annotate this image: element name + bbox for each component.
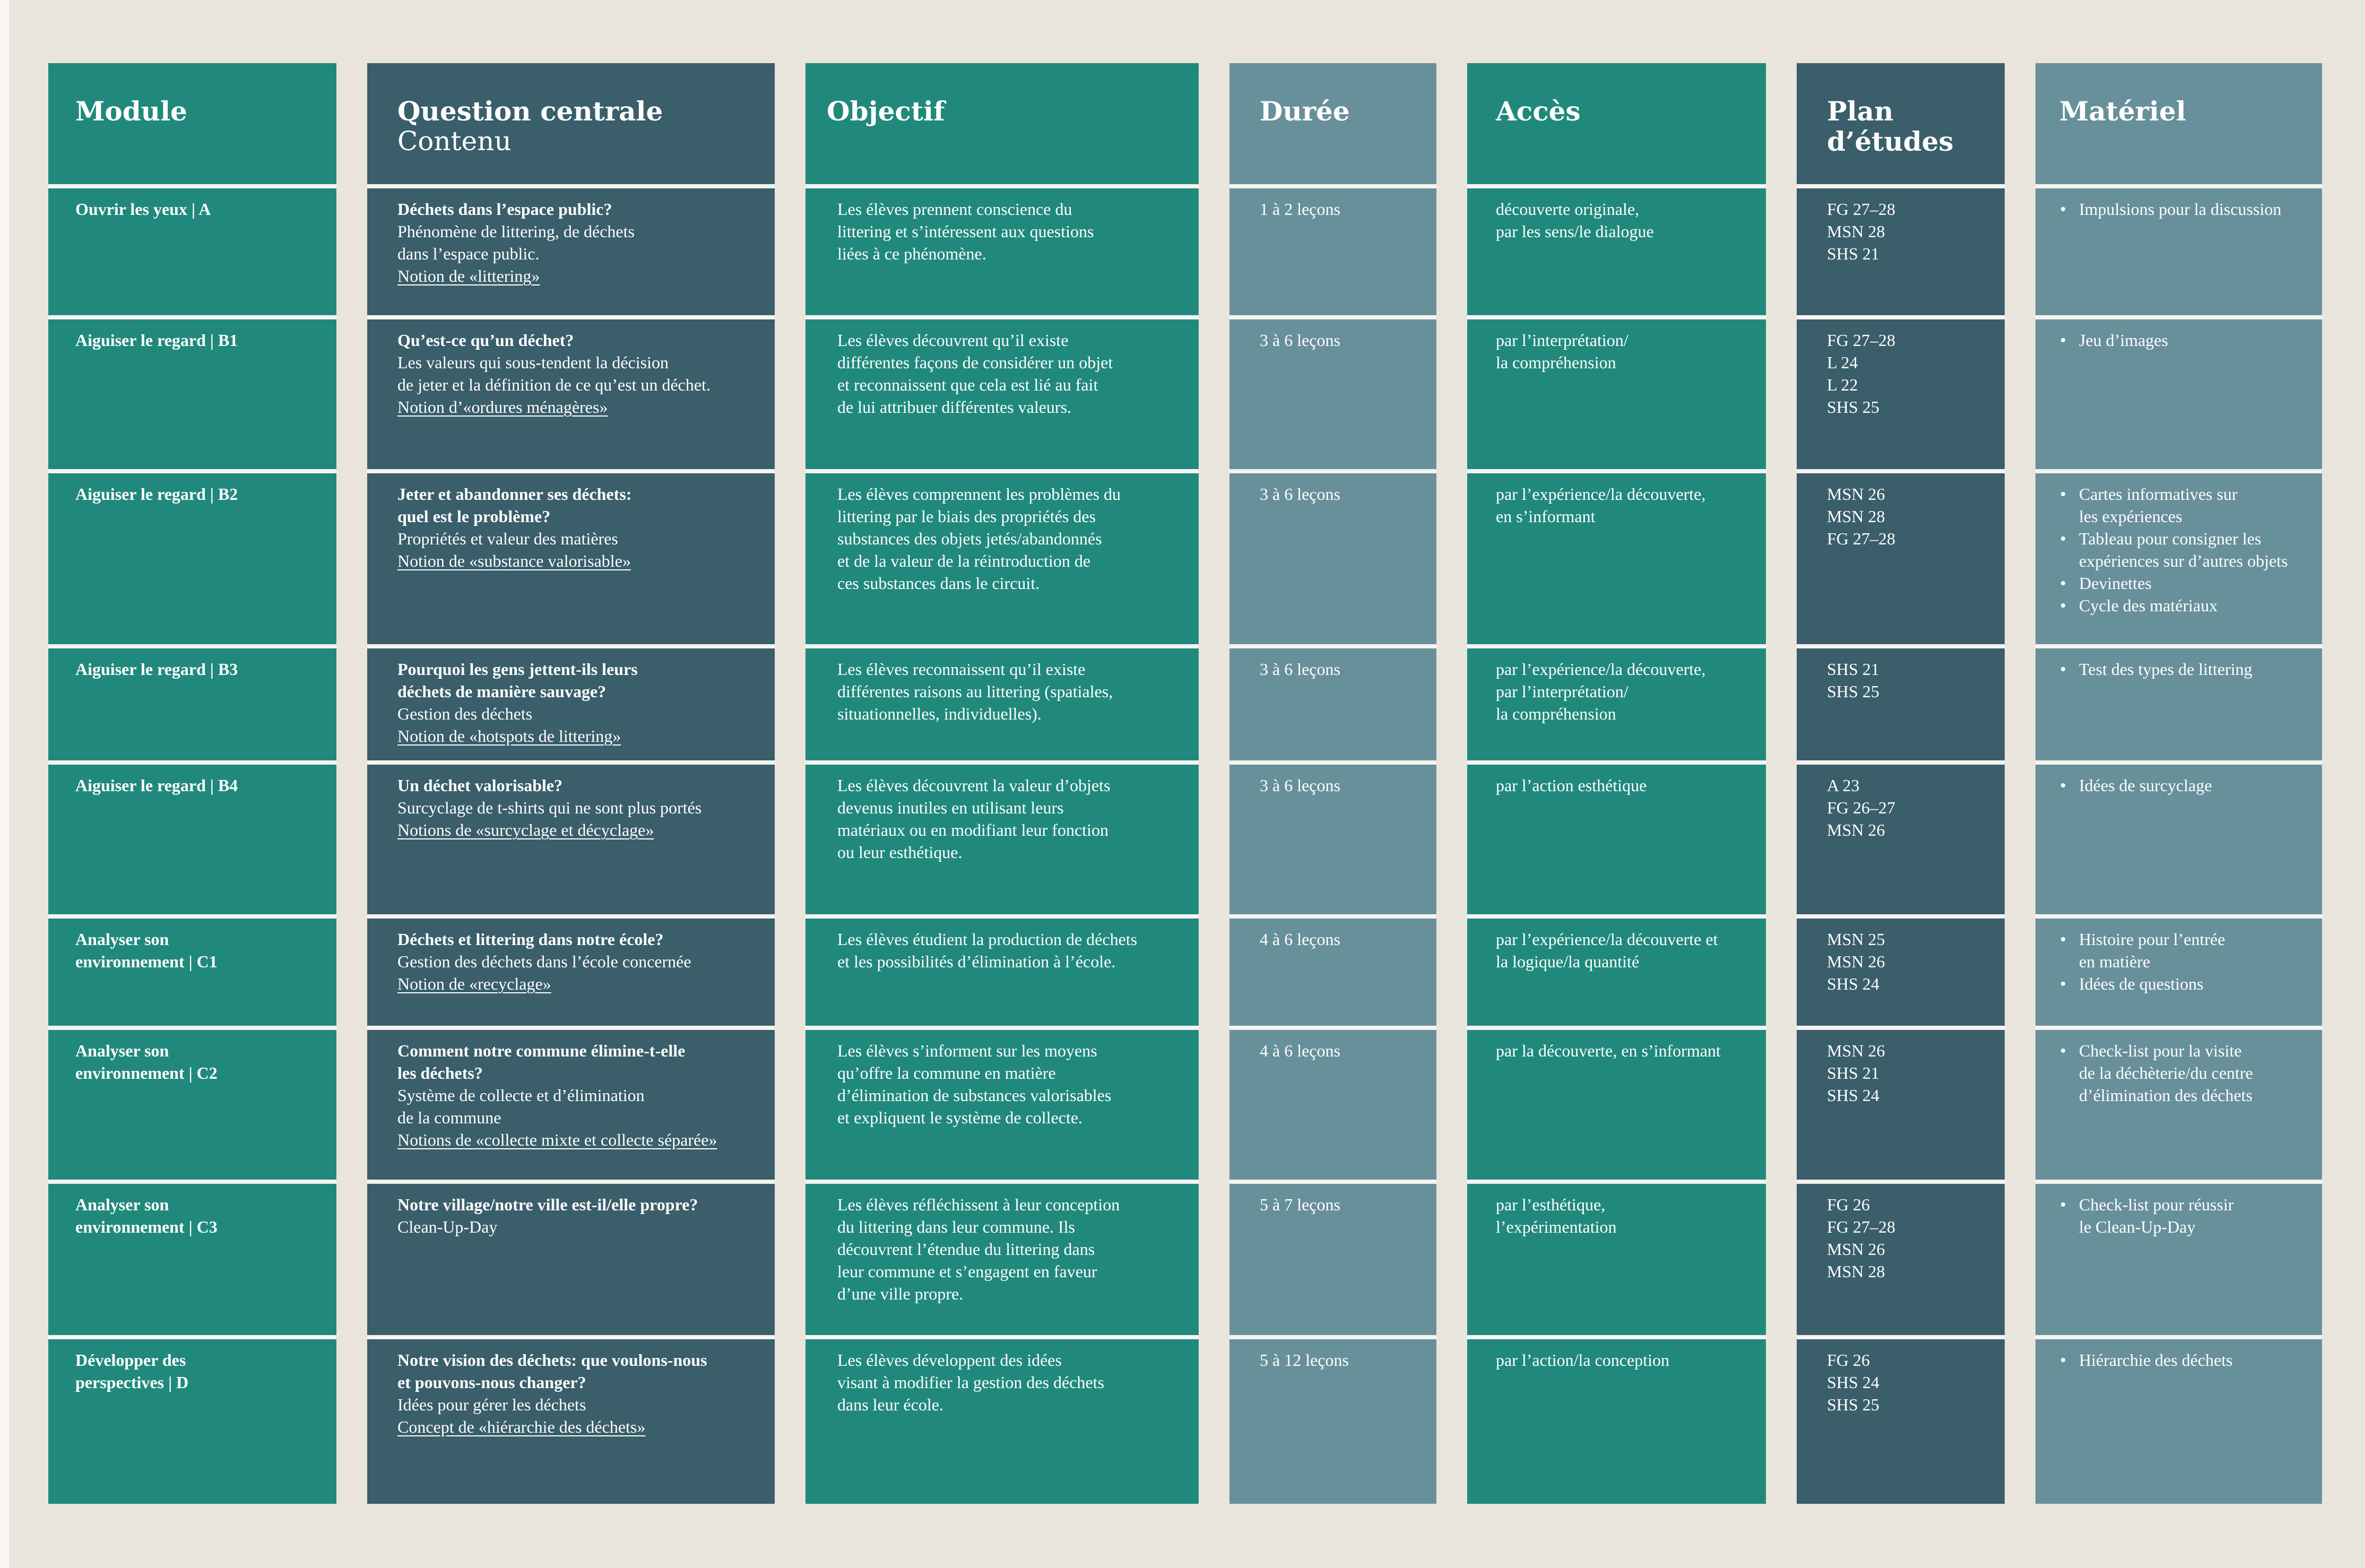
access-cell [1467, 1335, 1766, 1504]
objective-text: et reconnaissent que cela est lié au fait [837, 375, 1098, 394]
content-text: Phénomène de littering, de déchets [397, 222, 635, 241]
objective-text: Les élèves reconnaissent qu’il existe [837, 660, 1086, 679]
question-cell [367, 184, 775, 315]
column-header: d’études [1827, 126, 1954, 157]
objective-text: Les élèves prennent conscience du [837, 200, 1072, 219]
module-label: environnement | C2 [75, 1063, 218, 1082]
module-label: Ouvrir les yeux | A [75, 200, 211, 219]
duration-text: 5 à 12 leçons [1260, 1350, 1349, 1370]
duration-text: 3 à 6 leçons [1260, 484, 1340, 504]
curriculum-code: MSN 26 [1827, 1240, 1885, 1259]
material-text-block [2079, 973, 2204, 995]
material-text: Idées de questions [2079, 974, 2204, 993]
objective-cell [805, 914, 1199, 1026]
access-text: par l’action esthétique [1496, 776, 1647, 795]
objective-text: matériaux ou en modifiant leur fonction [837, 820, 1108, 839]
module-label: environnement | C1 [75, 952, 218, 971]
curriculum-code: MSN 26 [1827, 484, 1885, 504]
curriculum-code: MSN 28 [1827, 222, 1885, 241]
curriculum-code: FG 27–28 [1827, 529, 1895, 548]
curriculum-code: L 24 [1827, 353, 1858, 372]
material-text: Devinettes [2079, 574, 2152, 593]
access-text: la compréhension [1496, 704, 1616, 723]
objective-text: littering par le biais des propriétés des [837, 507, 1096, 526]
curriculum-code: FG 26 [1827, 1350, 1870, 1370]
material-cell [2035, 469, 2322, 644]
access-cell [1467, 315, 1766, 469]
content-text: Surcyclage de t-shirts qui ne sont plus portés [397, 798, 702, 817]
material-text-block [2079, 928, 2225, 973]
objective-text: Les élèves réfléchissent à leur conception [837, 1195, 1120, 1214]
duration-text: 4 à 6 leçons [1260, 1041, 1340, 1060]
access-text: en s’informant [1496, 507, 1596, 526]
module-cell [48, 184, 336, 315]
material-cell [2035, 1335, 2322, 1504]
module-label: Analyser son [75, 930, 169, 949]
module-label: Développer des [75, 1350, 186, 1370]
notion-link[interactable]: Notions de «surcyclage et décyclage» [397, 820, 654, 839]
bullet-icon [2061, 937, 2065, 941]
content-text: de jeter et la définition de ce qu’est un déchet. [397, 375, 711, 394]
question-cell [367, 914, 775, 1026]
objective-cell [805, 1335, 1199, 1504]
question-title: les déchets? [397, 1063, 483, 1082]
question-title: Notre vision des déchets: que voulons-nous [397, 1350, 707, 1370]
curriculum-code: SHS 24 [1827, 1086, 1879, 1105]
material-cell [2035, 1180, 2322, 1335]
material-text: en matière [2079, 952, 2151, 971]
curriculum-code: FG 26–27 [1827, 798, 1895, 817]
objective-text: Les élèves s’informent sur les moyens [837, 1041, 1097, 1060]
bullet-icon [2061, 581, 2065, 585]
notion-link[interactable]: Notion de «recyclage» [397, 974, 551, 993]
material-cell [2035, 914, 2322, 1026]
material-text: d’élimination des déchets [2079, 1086, 2253, 1105]
module-label: Analyser son [75, 1195, 169, 1214]
material-text-block [2079, 658, 2253, 680]
content-text: de la commune [397, 1108, 501, 1127]
curriculum-code: MSN 26 [1827, 952, 1885, 971]
material-text: Test des types de littering [2079, 660, 2253, 679]
module-cell [48, 469, 336, 644]
curriculum-code: FG 27–28 [1827, 331, 1895, 350]
material-cell [2035, 315, 2322, 469]
objective-cell [805, 315, 1199, 469]
material-text-block [2079, 483, 2238, 527]
duration-cell [1229, 184, 1436, 315]
objective-text: d’une ville propre. [837, 1284, 964, 1303]
objective-text: Les élèves comprennent les problèmes du [837, 484, 1121, 504]
module-label: environnement | C3 [75, 1217, 218, 1236]
material-text: Histoire pour l’entrée [2079, 930, 2225, 949]
objective-text: et les possibilités d’élimination à l’école. [837, 952, 1116, 971]
content-text: Gestion des déchets [397, 704, 533, 723]
question-title: Notre village/notre ville est-il/elle propre? [397, 1195, 698, 1214]
content-text: dans l’espace public. [397, 244, 540, 263]
question-title: déchets de manière sauvage? [397, 682, 607, 701]
content-text: Idées pour gérer les déchets [397, 1395, 586, 1414]
objective-text: Les élèves développent des idées [837, 1350, 1062, 1370]
duration-cell [1229, 1335, 1436, 1504]
material-text: expériences sur d’autres objets [2079, 551, 2288, 570]
material-text: de la déchèterie/du centre [2079, 1063, 2253, 1082]
access-text: par les sens/le dialogue [1496, 222, 1654, 241]
bullet-icon [2061, 207, 2065, 211]
curriculum-code: L 22 [1827, 375, 1858, 394]
material-text-block [2079, 1039, 2253, 1106]
header-curriculum-cell [1797, 63, 2005, 184]
bullet-icon [2061, 667, 2065, 671]
material-text: Cycle des matériaux [2079, 596, 2218, 615]
question-title: Un déchet valorisable? [397, 776, 563, 795]
curriculum-code: SHS 21 [1827, 660, 1879, 679]
access-text: par l’expérience/la découverte, [1496, 484, 1706, 504]
objective-text: devenus inutiles en utilisant leurs [837, 798, 1064, 817]
question-title: Déchets dans l’espace public? [397, 200, 612, 219]
material-item [2059, 198, 2322, 220]
curriculum-cell [1797, 184, 2005, 315]
objective-text: différentes raisons au littering (spatiales, [837, 682, 1113, 701]
question-title: Pourquoi les gens jettent-ils leurs [397, 660, 638, 679]
duration-cell [1229, 1180, 1436, 1335]
objective-cell [805, 644, 1199, 760]
question-cell [367, 1335, 775, 1504]
objective-text: situationnelles, individuelles). [837, 704, 1042, 723]
material-cell [2035, 644, 2322, 760]
material-item [2059, 572, 2322, 594]
material-cell [2035, 1026, 2322, 1180]
objective-cell [805, 1026, 1199, 1180]
notion-link[interactable]: Notion de «littering» [397, 266, 540, 285]
column-header: Matériel [2059, 96, 2186, 127]
material-text: les expériences [2079, 507, 2182, 526]
access-cell [1467, 1026, 1766, 1180]
header-access-cell [1467, 63, 1766, 184]
curriculum-code: MSN 26 [1827, 820, 1885, 839]
objective-text: qu’offre la commune en matière [837, 1063, 1056, 1082]
objective-text: et expliquent le système de collecte. [837, 1108, 1083, 1127]
access-text: par la découverte, en s’informant [1496, 1041, 1721, 1060]
column-header: Question centrale [397, 96, 663, 127]
material-text: Tableau pour consigner les [2079, 529, 2262, 548]
question-cell [367, 469, 775, 644]
material-text: Impulsions pour la discussion [2079, 200, 2282, 219]
duration-text: 3 à 6 leçons [1260, 776, 1340, 795]
curriculum-cell [1797, 914, 2005, 1026]
curriculum-cell [1797, 1180, 2005, 1335]
access-text: découverte originale, [1496, 200, 1640, 219]
content-text: Gestion des déchets dans l’école concernée [397, 952, 691, 971]
module-label: Aiguiser le regard | B3 [75, 660, 238, 679]
column-header: Plan [1827, 96, 1894, 127]
objective-text: leur commune et s’engagent en faveur [837, 1262, 1097, 1281]
material-text-block [2079, 527, 2288, 572]
access-text: par l’action/la conception [1496, 1350, 1669, 1370]
curriculum-cell [1797, 760, 2005, 914]
module-label: perspectives | D [75, 1373, 189, 1392]
curriculum-code: A 23 [1827, 776, 1860, 795]
header-duration-cell [1229, 63, 1436, 184]
access-cell [1467, 644, 1766, 760]
material-text-block [2079, 572, 2152, 594]
duration-text: 3 à 6 leçons [1260, 331, 1340, 350]
bullet-icon [2061, 338, 2065, 342]
objective-cell [805, 1180, 1199, 1335]
material-item [2059, 1039, 2322, 1106]
module-label: Aiguiser le regard | B4 [75, 776, 238, 795]
notion-link[interactable]: Concept de «hiérarchie des déchets» [397, 1417, 646, 1436]
access-cell [1467, 184, 1766, 315]
objective-text: Les élèves découvrent qu’il existe [837, 331, 1069, 350]
material-item [2059, 1193, 2322, 1238]
bullet-icon [2061, 982, 2065, 986]
notion-link[interactable]: Notion d’«ordures ménagères» [397, 397, 608, 417]
objective-text: visant à modifier la gestion des déchets [837, 1373, 1104, 1392]
objective-text: liées à ce phénomène. [837, 244, 986, 263]
bullet-icon [2061, 1358, 2065, 1362]
access-text: par l’expérience/la découverte, [1496, 660, 1706, 679]
question-title: Déchets et littering dans notre école? [397, 930, 664, 949]
duration-text: 4 à 6 leçons [1260, 930, 1340, 949]
access-cell [1467, 1180, 1766, 1335]
material-text-block [2079, 1349, 2233, 1371]
material-text: Idées de surcyclage [2079, 776, 2212, 795]
question-title: et pouvons-nous changer? [397, 1373, 586, 1392]
curriculum-code: SHS 25 [1827, 682, 1879, 701]
question-cell [367, 1026, 775, 1180]
material-item [2059, 928, 2322, 973]
curriculum-code: SHS 25 [1827, 397, 1879, 417]
material-item [2059, 1349, 2322, 1371]
material-text: Check-list pour la visite [2079, 1041, 2242, 1060]
curriculum-code: SHS 25 [1827, 1395, 1879, 1414]
material-text: Jeu d’images [2079, 331, 2168, 350]
duration-cell [1229, 315, 1436, 469]
question-title: Qu’est-ce qu’un déchet? [397, 331, 574, 350]
notion-link[interactable]: Notion de «hotspots de littering» [397, 726, 621, 746]
bullet-icon [2061, 492, 2065, 496]
curriculum-code: SHS 24 [1827, 1373, 1879, 1392]
duration-text: 5 à 7 leçons [1260, 1195, 1340, 1214]
objective-text: littering et s’intéressent aux questions [837, 222, 1094, 241]
objective-cell [805, 184, 1199, 315]
question-title: Jeter et abandonner ses déchets: [397, 484, 632, 504]
curriculum-code: SHS 21 [1827, 1063, 1879, 1082]
header-objective-cell [805, 63, 1199, 184]
bullet-icon [2061, 536, 2065, 541]
module-label: Aiguiser le regard | B2 [75, 484, 238, 504]
curriculum-cell [1797, 1335, 2005, 1504]
material-text-block [2079, 198, 2281, 220]
column-header: Module [75, 96, 187, 127]
question-cell [367, 760, 775, 914]
objective-text: de lui attribuer différentes valeurs. [837, 397, 1072, 417]
bullet-icon [2061, 1049, 2065, 1053]
material-item [2059, 774, 2322, 796]
objective-text: Les élèves découvrent la valeur d’objets [837, 776, 1111, 795]
objective-text: ou leur esthétique. [837, 843, 963, 862]
duration-text: 1 à 2 leçons [1260, 200, 1340, 219]
access-text: l’expérimentation [1496, 1217, 1617, 1236]
content-text: Système de collecte et d’élimination [397, 1086, 645, 1105]
content-text: Clean-Up-Day [397, 1217, 498, 1236]
objective-text: du littering dans leur commune. Ils [837, 1217, 1075, 1236]
header-material-cell [2035, 63, 2322, 184]
curriculum-code: SHS 21 [1827, 244, 1879, 263]
curriculum-code: SHS 24 [1827, 974, 1879, 993]
curriculum-cell [1797, 644, 2005, 760]
module-cell [48, 760, 336, 914]
material-text: Cartes informatives sur [2079, 484, 2238, 504]
material-text-block [2079, 329, 2168, 351]
access-text: par l’interprétation/ [1496, 682, 1628, 701]
duration-cell [1229, 1026, 1436, 1180]
material-text: le Clean-Up-Day [2079, 1217, 2196, 1236]
access-text: la compréhension [1496, 353, 1616, 372]
material-cell [2035, 184, 2322, 315]
curriculum-code: MSN 28 [1827, 507, 1885, 526]
material-item [2059, 658, 2322, 680]
curriculum-code: FG 27–28 [1827, 200, 1895, 219]
objective-text: Les élèves étudient la production de déchets [837, 930, 1138, 949]
objective-cell [805, 760, 1199, 914]
module-cell [48, 914, 336, 1026]
curriculum-cell [1797, 315, 2005, 469]
column-header: Objectif [827, 96, 945, 127]
module-cell [48, 1026, 336, 1180]
duration-cell [1229, 644, 1436, 760]
access-text: par l’interprétation/ [1496, 331, 1628, 350]
curriculum-code: MSN 28 [1827, 1262, 1885, 1281]
duration-cell [1229, 469, 1436, 644]
column-subheader: Contenu [397, 126, 512, 157]
material-item [2059, 594, 2322, 617]
module-label: Aiguiser le regard | B1 [75, 331, 238, 350]
module-cell [48, 315, 336, 469]
column-header: Accès [1496, 96, 1581, 127]
objective-text: différentes façons de considérer un objet [837, 353, 1113, 372]
material-item [2059, 329, 2322, 351]
question-cell [367, 315, 775, 469]
material-item [2059, 483, 2322, 527]
header-question-cell [367, 63, 775, 184]
material-text: Hiérarchie des déchets [2079, 1350, 2233, 1370]
content-text: Les valeurs qui sous-tendent la décision [397, 353, 669, 372]
access-cell [1467, 914, 1766, 1026]
material-cell [2035, 760, 2322, 914]
material-text-block [2079, 774, 2212, 796]
module-label: Analyser son [75, 1041, 169, 1060]
module-cell [48, 1335, 336, 1504]
objective-text: découvrent l’étendue du littering dans [837, 1240, 1095, 1259]
module-cell [48, 644, 336, 760]
duration-cell [1229, 760, 1436, 914]
bullet-icon [2061, 603, 2065, 608]
column-header: Durée [1260, 96, 1350, 127]
question-cell [367, 1180, 775, 1335]
material-item [2059, 527, 2322, 572]
curriculum-code: MSN 26 [1827, 1041, 1885, 1060]
material-item [2059, 973, 2322, 995]
content-text: Propriétés et valeur des matières [397, 529, 618, 548]
material-text: Check-list pour réussir [2079, 1195, 2234, 1214]
question-cell [367, 644, 775, 760]
curriculum-table [48, 63, 2322, 1504]
objective-text: d’élimination de substances valorisables [837, 1086, 1112, 1105]
objective-text: ces substances dans le circuit. [837, 574, 1040, 593]
bullet-icon [2061, 1202, 2065, 1207]
page-edge [0, 0, 9, 1568]
question-title: Comment notre commune élimine-t-elle [397, 1041, 686, 1060]
notion-link[interactable]: Notions de «collecte mixte et collecte séparée» [397, 1130, 717, 1149]
question-title: quel est le problème? [397, 507, 551, 526]
access-text: par l’expérience/la découverte et [1496, 930, 1718, 949]
objective-text: substances des objets jetés/abandonnés [837, 529, 1102, 548]
duration-cell [1229, 914, 1436, 1026]
curriculum-cell [1797, 469, 2005, 644]
curriculum-code: FG 27–28 [1827, 1217, 1895, 1236]
objective-text: dans leur école. [837, 1395, 943, 1414]
objective-cell [805, 469, 1199, 644]
header-module-cell [48, 63, 336, 184]
material-text-block [2079, 1193, 2234, 1238]
objective-text: et de la valeur de la réintroduction de [837, 551, 1091, 570]
duration-text: 3 à 6 leçons [1260, 660, 1340, 679]
curriculum-code: MSN 25 [1827, 930, 1885, 949]
notion-link[interactable]: Notion de «substance valorisable» [397, 551, 631, 570]
curriculum-cell [1797, 1026, 2005, 1180]
bullet-icon [2061, 783, 2065, 787]
module-cell [48, 1180, 336, 1335]
curriculum-code: FG 26 [1827, 1195, 1870, 1214]
access-cell [1467, 760, 1766, 914]
material-text-block [2079, 594, 2217, 617]
access-text: par l’esthétique, [1496, 1195, 1606, 1214]
access-text: la logique/la quantité [1496, 952, 1640, 971]
access-cell [1467, 469, 1766, 644]
